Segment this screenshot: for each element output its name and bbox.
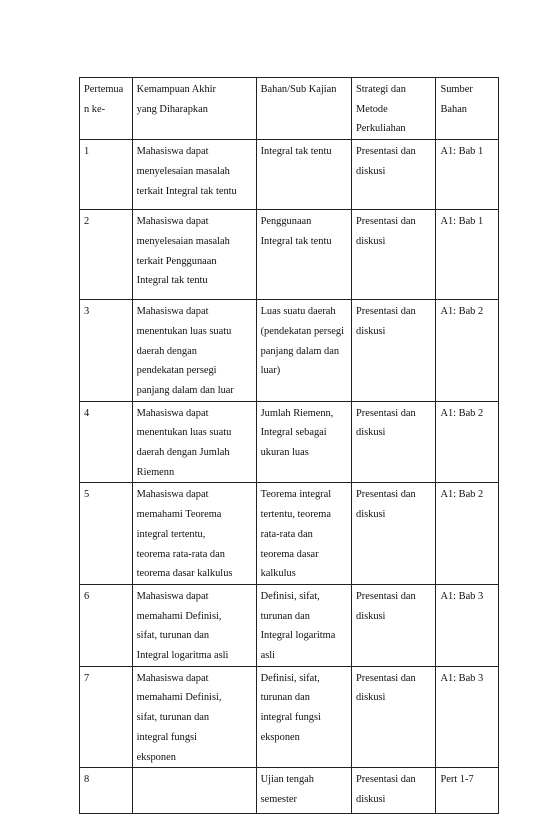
cell-kemampuan: Mahasiswa dapat memahami Definisi, sifat, turunan dan integral fungsi eksponen bbox=[132, 666, 256, 768]
cell-kemampuan: Mahasiswa dapat menyelesaian masalah terkait Penggunaan Integral tak tentu bbox=[132, 210, 256, 300]
cell-bahan: Integral tak tentu bbox=[256, 140, 351, 210]
table-row bbox=[80, 483, 499, 585]
cell-pertemuan: 3 bbox=[80, 300, 133, 402]
cell-bahan: Jumlah Riemenn, Integral sebagai ukuran luas bbox=[256, 401, 351, 483]
header-sumber: Sumber Bahan bbox=[436, 78, 499, 140]
table-row bbox=[80, 210, 499, 300]
header-bahan: Bahan/Sub Kajian bbox=[256, 78, 351, 140]
cell-strategi: Presentasi dan diskusi bbox=[352, 401, 436, 483]
cell-pertemuan: 4 bbox=[80, 401, 133, 483]
cell-sumber: A1: Bab 2 bbox=[436, 401, 499, 483]
cell-kemampuan: Mahasiswa dapat memahami Definisi, sifat, turunan dan Integral logaritma asli bbox=[132, 584, 256, 666]
cell-bahan: Penggunaan Integral tak tentu bbox=[256, 210, 351, 300]
cell-sumber: A1: Bab 1 bbox=[436, 140, 499, 210]
cell-pertemuan: 5 bbox=[80, 483, 133, 585]
header-strategi: Strategi dan Metode Perkuliahan bbox=[352, 78, 436, 140]
cell-sumber: Pert 1-7 bbox=[436, 768, 499, 814]
cell-sumber: A1: Bab 1 bbox=[436, 210, 499, 300]
cell-kemampuan: Mahasiswa dapat menentukan luas suatu daerah dengan Jumlah Riemenn bbox=[132, 401, 256, 483]
cell-kemampuan: Mahasiswa dapat memahami Teorema integral tertentu, teorema rata-rata dan teorema dasar kalkulus bbox=[132, 483, 256, 585]
cell-kemampuan: Mahasiswa dapat menyelesaian masalah terkait Integral tak tentu bbox=[132, 140, 256, 210]
cell-pertemuan: 8 bbox=[80, 768, 133, 814]
cell-bahan: Definisi, sifat, turunan dan integral fungsi eksponen bbox=[256, 666, 351, 768]
table-row bbox=[80, 300, 499, 402]
cell-pertemuan: 7 bbox=[80, 666, 133, 768]
cell-sumber: A1: Bab 2 bbox=[436, 483, 499, 585]
cell-pertemuan: 6 bbox=[80, 584, 133, 666]
cell-strategi: Presentasi dan diskusi bbox=[352, 210, 436, 300]
cell-strategi: Presentasi dan diskusi bbox=[352, 666, 436, 768]
lesson-plan-table bbox=[79, 77, 499, 814]
cell-pertemuan: 1 bbox=[80, 140, 133, 210]
cell-sumber: A1: Bab 3 bbox=[436, 666, 499, 768]
cell-strategi: Presentasi dan diskusi bbox=[352, 140, 436, 210]
table-row bbox=[80, 584, 499, 666]
cell-bahan: Teorema integral tertentu, teorema rata-rata dan teorema dasar kalkulus bbox=[256, 483, 351, 585]
table-row bbox=[80, 666, 499, 768]
cell-kemampuan: Mahasiswa dapat menentukan luas suatu daerah dengan pendekatan persegi panjang dalam dan luar bbox=[132, 300, 256, 402]
table-row bbox=[80, 140, 499, 210]
header-kemampuan: Kemampuan Akhir yang Diharapkan bbox=[132, 78, 256, 140]
cell-strategi: Presentasi dan diskusi bbox=[352, 768, 436, 814]
cell-sumber: A1: Bab 3 bbox=[436, 584, 499, 666]
cell-sumber: A1: Bab 2 bbox=[436, 300, 499, 402]
table-row bbox=[80, 768, 499, 814]
header-pertemuan: Pertemua n ke- bbox=[80, 78, 133, 140]
cell-strategi: Presentasi dan diskusi bbox=[352, 300, 436, 402]
cell-bahan: Luas suatu daerah (pendekatan persegi panjang dalam dan luar) bbox=[256, 300, 351, 402]
cell-kemampuan bbox=[132, 768, 256, 814]
table-header-row bbox=[80, 78, 499, 140]
cell-pertemuan: 2 bbox=[80, 210, 133, 300]
cell-bahan: Definisi, sifat, turunan dan Integral logaritma asli bbox=[256, 584, 351, 666]
cell-strategi: Presentasi dan diskusi bbox=[352, 483, 436, 585]
cell-strategi: Presentasi dan diskusi bbox=[352, 584, 436, 666]
cell-bahan: Ujian tengah semester bbox=[256, 768, 351, 814]
table-row bbox=[80, 401, 499, 483]
